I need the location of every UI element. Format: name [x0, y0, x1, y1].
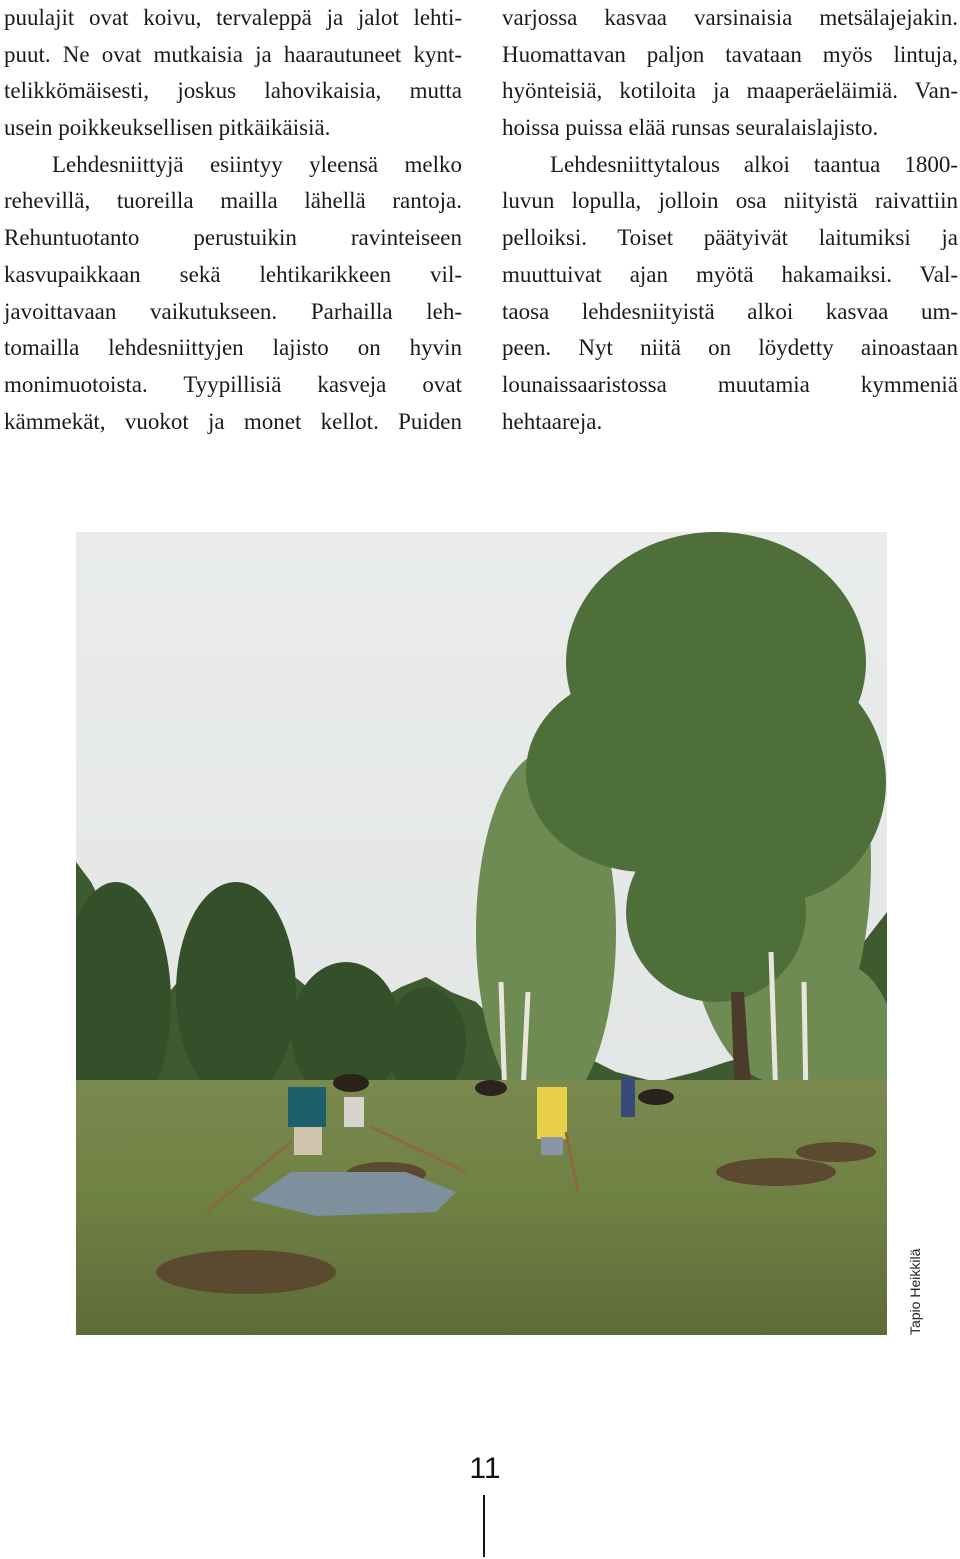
- text-line: monimuotoista. Tyypillisiä kasveja ovat: [4, 371, 462, 397]
- photo-credit: Tapio Heikkilä: [907, 1248, 923, 1335]
- text-line: kämmekät, vuokot ja monet kellot. Puiden: [4, 408, 462, 434]
- text-line: rehevillä, tuoreilla mailla lähellä rantoja.: [4, 188, 462, 214]
- text-column-right: [502, 0, 958, 440]
- text-line: tomailla lehdesniittyjen lajisto on hyvin: [4, 335, 462, 361]
- text-line: usein poikkeuksellisen pitkäikäisiä.: [4, 115, 331, 141]
- text-line: hyönteisiä, kotiloita ja maaperäeläimiä. Van-: [502, 78, 958, 104]
- text-line: luvun lopulla, jolloin osa niityistä raivattiin: [502, 188, 958, 214]
- text-line: varjossa kasvaa varsinaisia metsälajejakin.: [502, 5, 958, 30]
- text-line: kasvupaikkaan sekä lehtikarikkeen vil-: [4, 261, 462, 287]
- text-line: muuttuivat ajan myötä hakamaiksi. Val-: [502, 261, 958, 287]
- text-line: Lehdesniittytalous alkoi taantua 1800-: [550, 151, 958, 177]
- text-line: Rehuntuotanto perustuikin ravinteiseen: [4, 225, 462, 251]
- text-line: telikkömäisesti, joskus lahovikaisia, mutta: [4, 78, 462, 104]
- text-line: hehtaareja.: [502, 408, 603, 434]
- text-line: peen. Nyt niitä on löydetty ainoastaan: [502, 335, 958, 361]
- text-line: puut. Ne ovat mutkaisia ja haarautuneet kynt-: [4, 41, 462, 67]
- page-number: 11: [469, 1452, 501, 1485]
- text-column-left: [4, 0, 462, 440]
- text-line: Lehdesniittyjä esiintyy yleensä melko: [52, 151, 462, 177]
- text-line: Huomattavan paljon tavataan myös lintuja,: [502, 41, 958, 67]
- text-line: taosa lehdesniityistä alkoi kasvaa um-: [502, 298, 958, 324]
- text-line: lounaissaaristossa muutamia kymmeniä: [502, 371, 958, 397]
- meadow: [76, 1080, 887, 1335]
- text-line: hoissa puissa elää runsas seuralaislajisto.: [502, 115, 879, 141]
- page-rule: [483, 1495, 485, 1557]
- text-line: pelloiksi. Toiset päätyivät laitumiksi ja: [502, 225, 958, 251]
- text-line: javoittavaan vaikutukseen. Parhailla leh-: [4, 298, 462, 324]
- meadow-photo: [76, 532, 887, 1335]
- text-line: puulajit ovat koivu, tervaleppä ja jalot lehti-: [4, 5, 462, 30]
